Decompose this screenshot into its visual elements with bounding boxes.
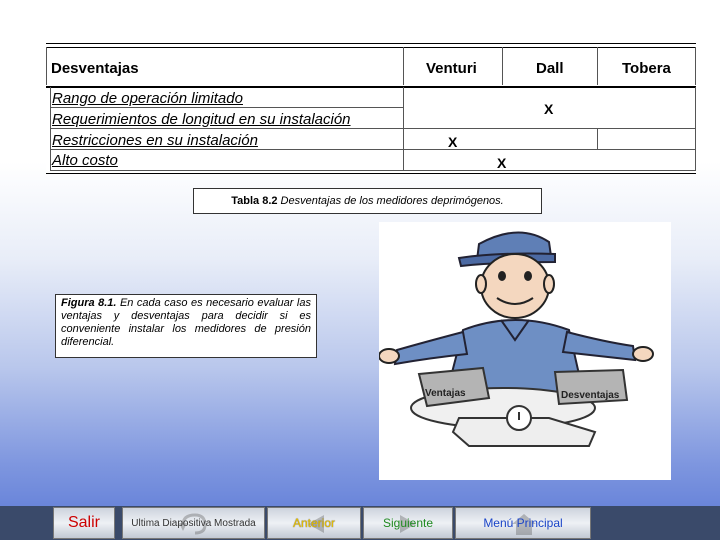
divider bbox=[597, 47, 598, 85]
menu-principal-label: Menú Principal bbox=[483, 516, 563, 530]
figure-text: En cada caso es necesario evaluar las ventajas y desventajas para decidir si es conveniente instalar los medidores de presión diferencial. bbox=[61, 297, 311, 348]
divider bbox=[50, 107, 403, 108]
last-slide-label: Ultima Diapositiva Mostrada bbox=[131, 517, 256, 529]
figure-label: Figura 8.1. bbox=[61, 297, 117, 309]
caption-text: Desventajas de los medidores deprimógenos. bbox=[277, 195, 504, 207]
divider bbox=[695, 87, 696, 171]
mark-venturi-restricciones: X bbox=[448, 134, 458, 150]
row-requerimientos: Requerimientos de longitud en su instalación bbox=[52, 111, 351, 128]
row-rango: Rango de operación limitado bbox=[52, 90, 243, 107]
header-venturi: Venturi bbox=[426, 60, 477, 77]
mark-alto-costo: X bbox=[497, 155, 507, 171]
divider bbox=[50, 128, 696, 129]
mark-dall-rango: X bbox=[544, 101, 554, 117]
divider bbox=[695, 47, 696, 85]
header-desventajas: Desventajas bbox=[51, 60, 139, 77]
last-slide-button[interactable] bbox=[122, 507, 265, 539]
header-dall: Dall bbox=[536, 60, 564, 77]
row-alto-costo: Alto costo bbox=[52, 152, 118, 169]
anterior-label: Anterior bbox=[292, 516, 336, 530]
divider bbox=[403, 87, 404, 171]
table-caption bbox=[193, 188, 542, 214]
caption-label: Tabla 8.2 bbox=[231, 195, 278, 207]
figure-description bbox=[55, 294, 317, 358]
salir-label: Salir bbox=[67, 514, 100, 531]
salir-button[interactable] bbox=[53, 507, 115, 539]
scale-illustration bbox=[379, 222, 671, 480]
divider bbox=[50, 87, 51, 171]
person-weighing-scale-icon bbox=[379, 222, 671, 480]
divider bbox=[403, 47, 404, 85]
divider bbox=[50, 149, 696, 150]
disadvantages-table bbox=[46, 43, 696, 174]
divider bbox=[50, 170, 696, 171]
menu-principal-button[interactable] bbox=[455, 507, 591, 539]
divider bbox=[502, 47, 503, 85]
header-tobera: Tobera bbox=[622, 60, 671, 77]
anterior-button[interactable] bbox=[267, 507, 361, 539]
row-restricciones: Restricciones en su instalación bbox=[52, 132, 258, 149]
divider bbox=[597, 128, 598, 149]
desventajas-label: Desventajas bbox=[561, 390, 620, 401]
siguiente-button[interactable] bbox=[363, 507, 453, 539]
siguiente-label: Siguiente bbox=[382, 516, 434, 530]
divider bbox=[46, 47, 47, 85]
table-header-row bbox=[46, 47, 696, 88]
ventajas-label: Ventajas bbox=[425, 388, 466, 399]
